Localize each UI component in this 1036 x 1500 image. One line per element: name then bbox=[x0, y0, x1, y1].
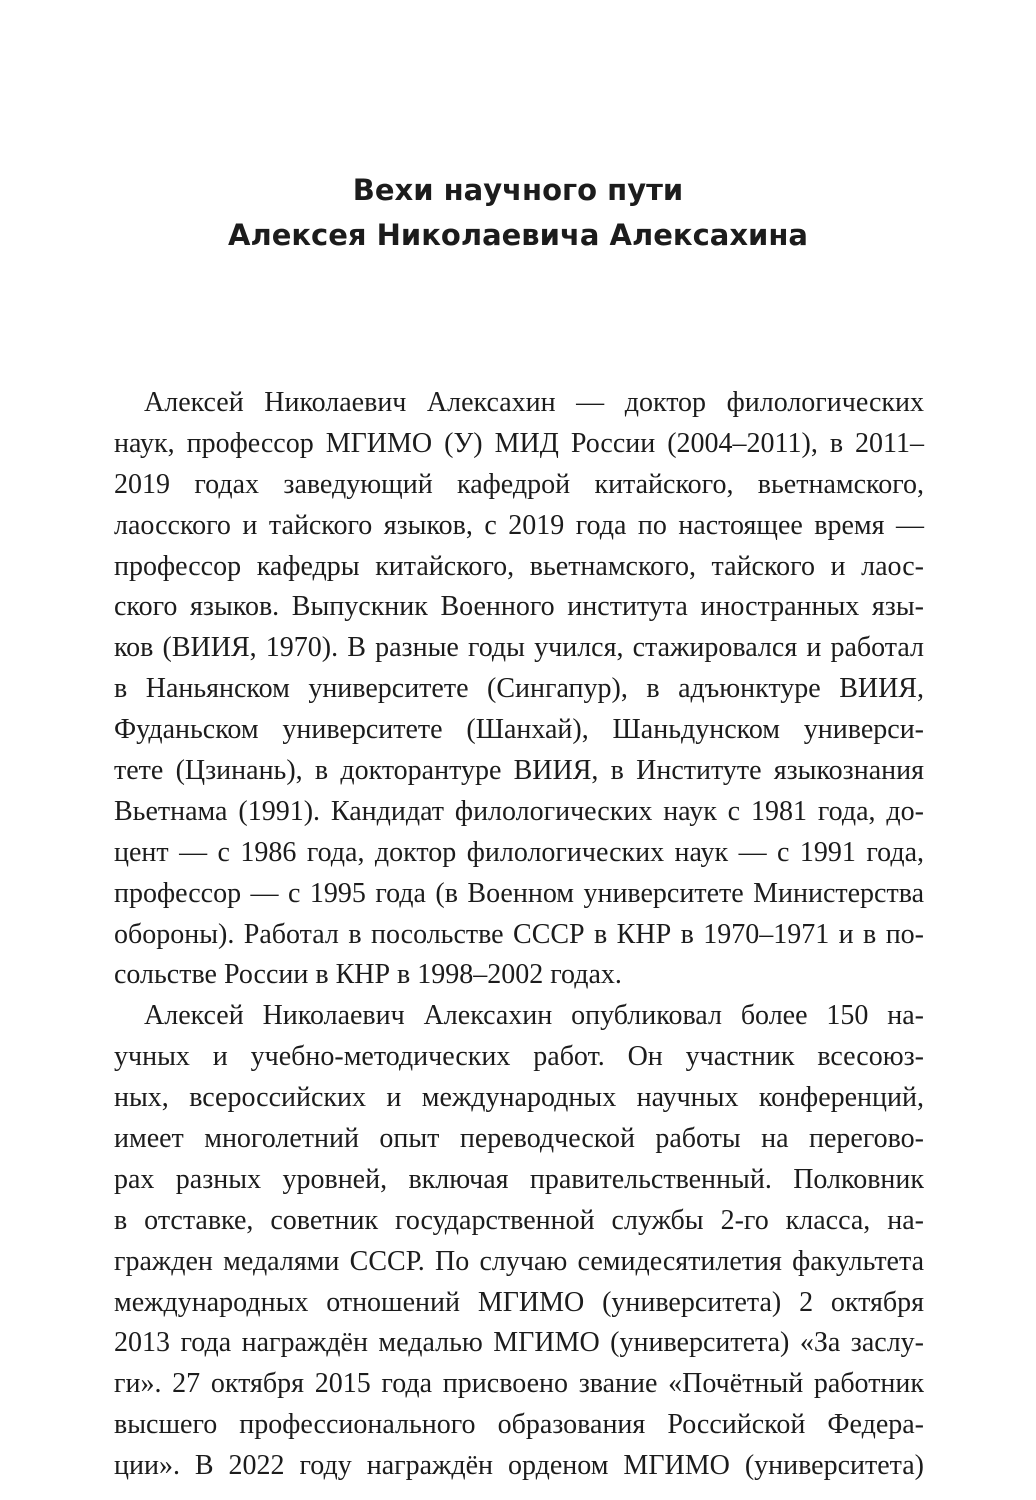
text-line: профессор — с 1995 года (в Военном университете Министерства bbox=[114, 877, 924, 909]
text-line: профессор кафедры китайского, вьетнамского, тайского и лаос- bbox=[114, 550, 924, 582]
text-line: Вьетнама (1991). Кандидат филологических наук с 1981 года, до- bbox=[114, 795, 924, 827]
text-line: гражден медалями СССР. По случаю семидесятилетия факультета bbox=[114, 1245, 924, 1277]
text-line: наук, профессор МГИМО (У) МИД России (2004–2011), в 2011– bbox=[114, 427, 924, 459]
text-line: Алексей Николаевич Алексахин — доктор филологических bbox=[144, 387, 924, 418]
text-line: ных, всероссийских и международных научных конференций, bbox=[114, 1082, 924, 1114]
text-line: сольстве России в КНР в 1998–2002 годах. bbox=[114, 959, 622, 991]
text-line: обороны). Работал в посольстве СССР в КНР в 1970–1971 и в по- bbox=[114, 918, 924, 950]
text-line: лаосского и тайского языков, с 2019 года по настоящее время — bbox=[114, 509, 924, 541]
text-line: Алексей Николаевич Алексахин опубликовал более 150 на- bbox=[144, 1000, 924, 1032]
text-line: ского языков. Выпускник Военного института иностранных язы- bbox=[114, 591, 924, 623]
text-line: цент — с 1986 года, доктор филологических наук — с 1991 года, bbox=[114, 836, 924, 868]
text-line: тете (Цзинань), в докторантуре ВИИЯ, в Институте языкознания bbox=[114, 755, 924, 787]
text-line: имеет многолетний опыт переводческой работы на перегово- bbox=[114, 1123, 924, 1155]
title-line-2: Алексея Николаевича Алексахина bbox=[228, 218, 808, 252]
text-line: в Наньянском университете (Сингапур), в адъюнктуре ВИИЯ, bbox=[114, 673, 924, 705]
paragraph-1 bbox=[114, 383, 924, 996]
body-text bbox=[114, 383, 924, 1487]
text-line: 2013 года награждён медалью МГИМО (университета) «За заслу- bbox=[114, 1327, 924, 1359]
text-line: высшего профессионального образования Российской Федера- bbox=[114, 1409, 924, 1441]
text-line: рах разных уровней, включая правительственный. Полковник bbox=[114, 1163, 924, 1195]
text-line: в отставке, советник государственной службы 2-го класса, на- bbox=[114, 1204, 924, 1236]
text-line: ции». В 2022 году награждён орденом МГИМО (университета) bbox=[114, 1450, 924, 1482]
title-line-1: Вехи научного пути bbox=[352, 173, 684, 207]
text-line: 2019 годах заведующий кафедрой китайского, вьетнамского, bbox=[114, 468, 924, 500]
text-line: Фуданьском университете (Шанхай), Шаньдунском универси- bbox=[114, 714, 924, 746]
text-line: ги». 27 октября 2015 года присвоено звание «Почётный работник bbox=[114, 1368, 924, 1400]
paragraph-2 bbox=[114, 996, 924, 1487]
text-line: учных и учебно-методических работ. Он участник всесоюз- bbox=[114, 1041, 924, 1073]
text-line: ков (ВИИЯ, 1970). В разные годы учился, стажировался и работал bbox=[114, 632, 924, 664]
page-title bbox=[0, 168, 1036, 258]
text-line: международных отношений МГИМО (университета) 2 октября bbox=[114, 1286, 924, 1318]
